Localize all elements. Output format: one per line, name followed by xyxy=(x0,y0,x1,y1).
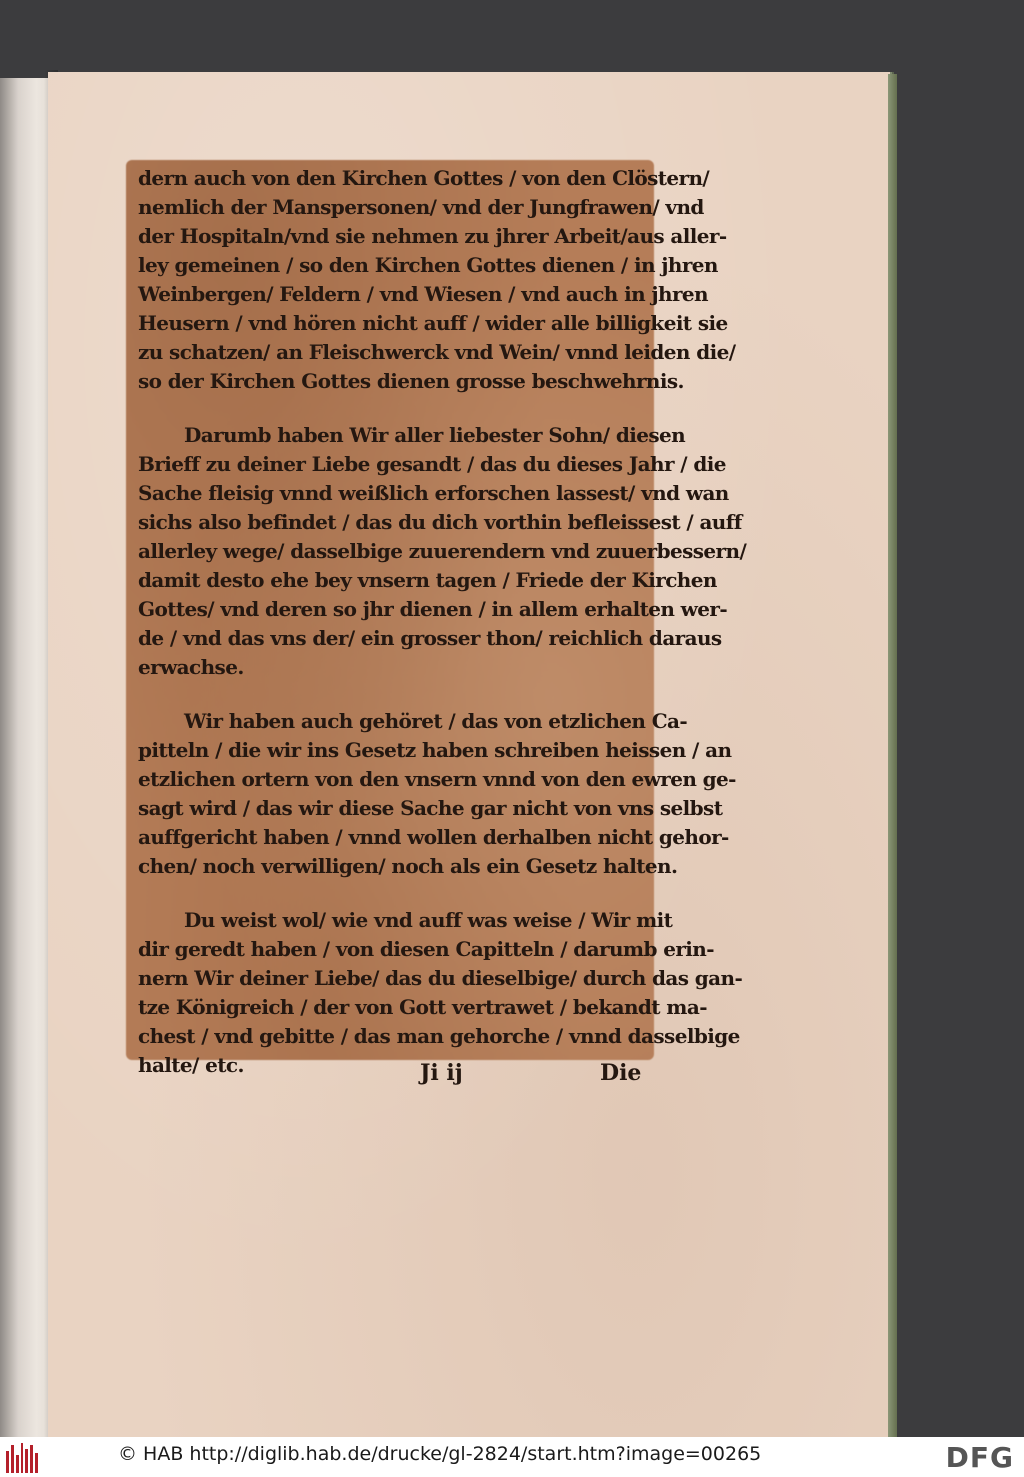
hab-logo-icon xyxy=(6,1441,38,1473)
text-line: Du weist wol/ wie vnd auff was weise / Wir mit xyxy=(184,908,673,932)
text-line: allerley wege/ dasselbige zuuerendern vnd zuuerbessern/ xyxy=(138,539,747,563)
text-line: erwachse. xyxy=(138,655,244,679)
text-line: Gottes/ vnd deren so jhr dienen / in allem erhalten wer- xyxy=(138,597,728,621)
text-line: dir geredt haben / von diesen Capitteln / darumb erin- xyxy=(138,937,714,961)
text-line: sichs also befindet / das du dich vorthin befleissest / auff xyxy=(138,510,742,534)
page-text xyxy=(138,164,747,1080)
signature-mark: Ji ij xyxy=(420,1060,463,1086)
text-line: Darumb haben Wir aller liebester Sohn/ diesen xyxy=(184,423,686,447)
text-line: der Hospitaln/vnd sie nehmen zu jhrer Arbeit/aus aller- xyxy=(138,224,727,248)
paragraph-gap xyxy=(138,396,658,421)
text-line: Heusern / vnd hören nicht auff / wider alle billigkeit sie xyxy=(138,311,728,335)
text-line: chest / vnd gebitte / das man gehorche / vnnd dasselbige xyxy=(138,1024,740,1048)
text-line: pitteln / die wir ins Gesetz haben schreiben heissen / an xyxy=(138,738,732,762)
text-line: halte/ etc. xyxy=(138,1053,244,1077)
text-line: damit desto ehe bey vnsern tagen / Friede der Kirchen xyxy=(138,568,717,592)
text-line: Wir haben auch gehöret / das von etzlichen Ca- xyxy=(184,709,688,733)
text-line: etzlichen ortern von den vnsern vnnd von den ewren ge- xyxy=(138,767,736,791)
text-line: zu schatzen/ an Fleischwerck vnd Wein/ vnnd leiden die/ xyxy=(138,340,736,364)
text-line: nemlich der Manspersonen/ vnd der Jungfrawen/ vnd xyxy=(138,195,704,219)
footer-bar xyxy=(0,1437,1024,1477)
text-line: ley gemeinen / so den Kirchen Gottes dienen / in jhren xyxy=(138,253,718,277)
dfg-logo: DFG xyxy=(945,1441,1014,1474)
text-line: Sache fleisig vnnd weißlich erforschen lassest/ vnd wan xyxy=(138,481,729,505)
text-line: de / vnd das vns der/ ein grosser thon/ reichlich daraus xyxy=(138,626,722,650)
text-line: nern Wir deiner Liebe/ das du dieselbige/ durch das gan- xyxy=(138,966,743,990)
copyright-link[interactable]: © HAB http://diglib.hab.de/drucke/gl-2824/start.htm?image=00265 xyxy=(118,1443,762,1465)
paragraph-gap xyxy=(138,682,658,707)
page-edge xyxy=(888,74,897,1442)
catchword: Die xyxy=(600,1060,642,1086)
text-line: so der Kirchen Gottes dienen grosse beschwehrnis. xyxy=(138,369,684,393)
text-line: Brieff zu deiner Liebe gesandt / das du dieses Jahr / die xyxy=(138,452,726,476)
text-line: tze Königreich / der von Gott vertrawet / bekandt ma- xyxy=(138,995,707,1019)
text-line: Weinbergen/ Feldern / vnd Wiesen / vnd auch in jhren xyxy=(138,282,708,306)
paragraph-gap xyxy=(138,881,658,906)
text-line: dern auch von den Kirchen Gottes / von den Clöstern/ xyxy=(138,166,710,190)
text-line: chen/ noch verwilligen/ noch als ein Gesetz halten. xyxy=(138,854,678,878)
text-line: sagt wird / das wir diese Sache gar nicht von vns selbst xyxy=(138,796,723,820)
text-line: auffgericht haben / vnnd wollen derhalben nicht gehor- xyxy=(138,825,729,849)
